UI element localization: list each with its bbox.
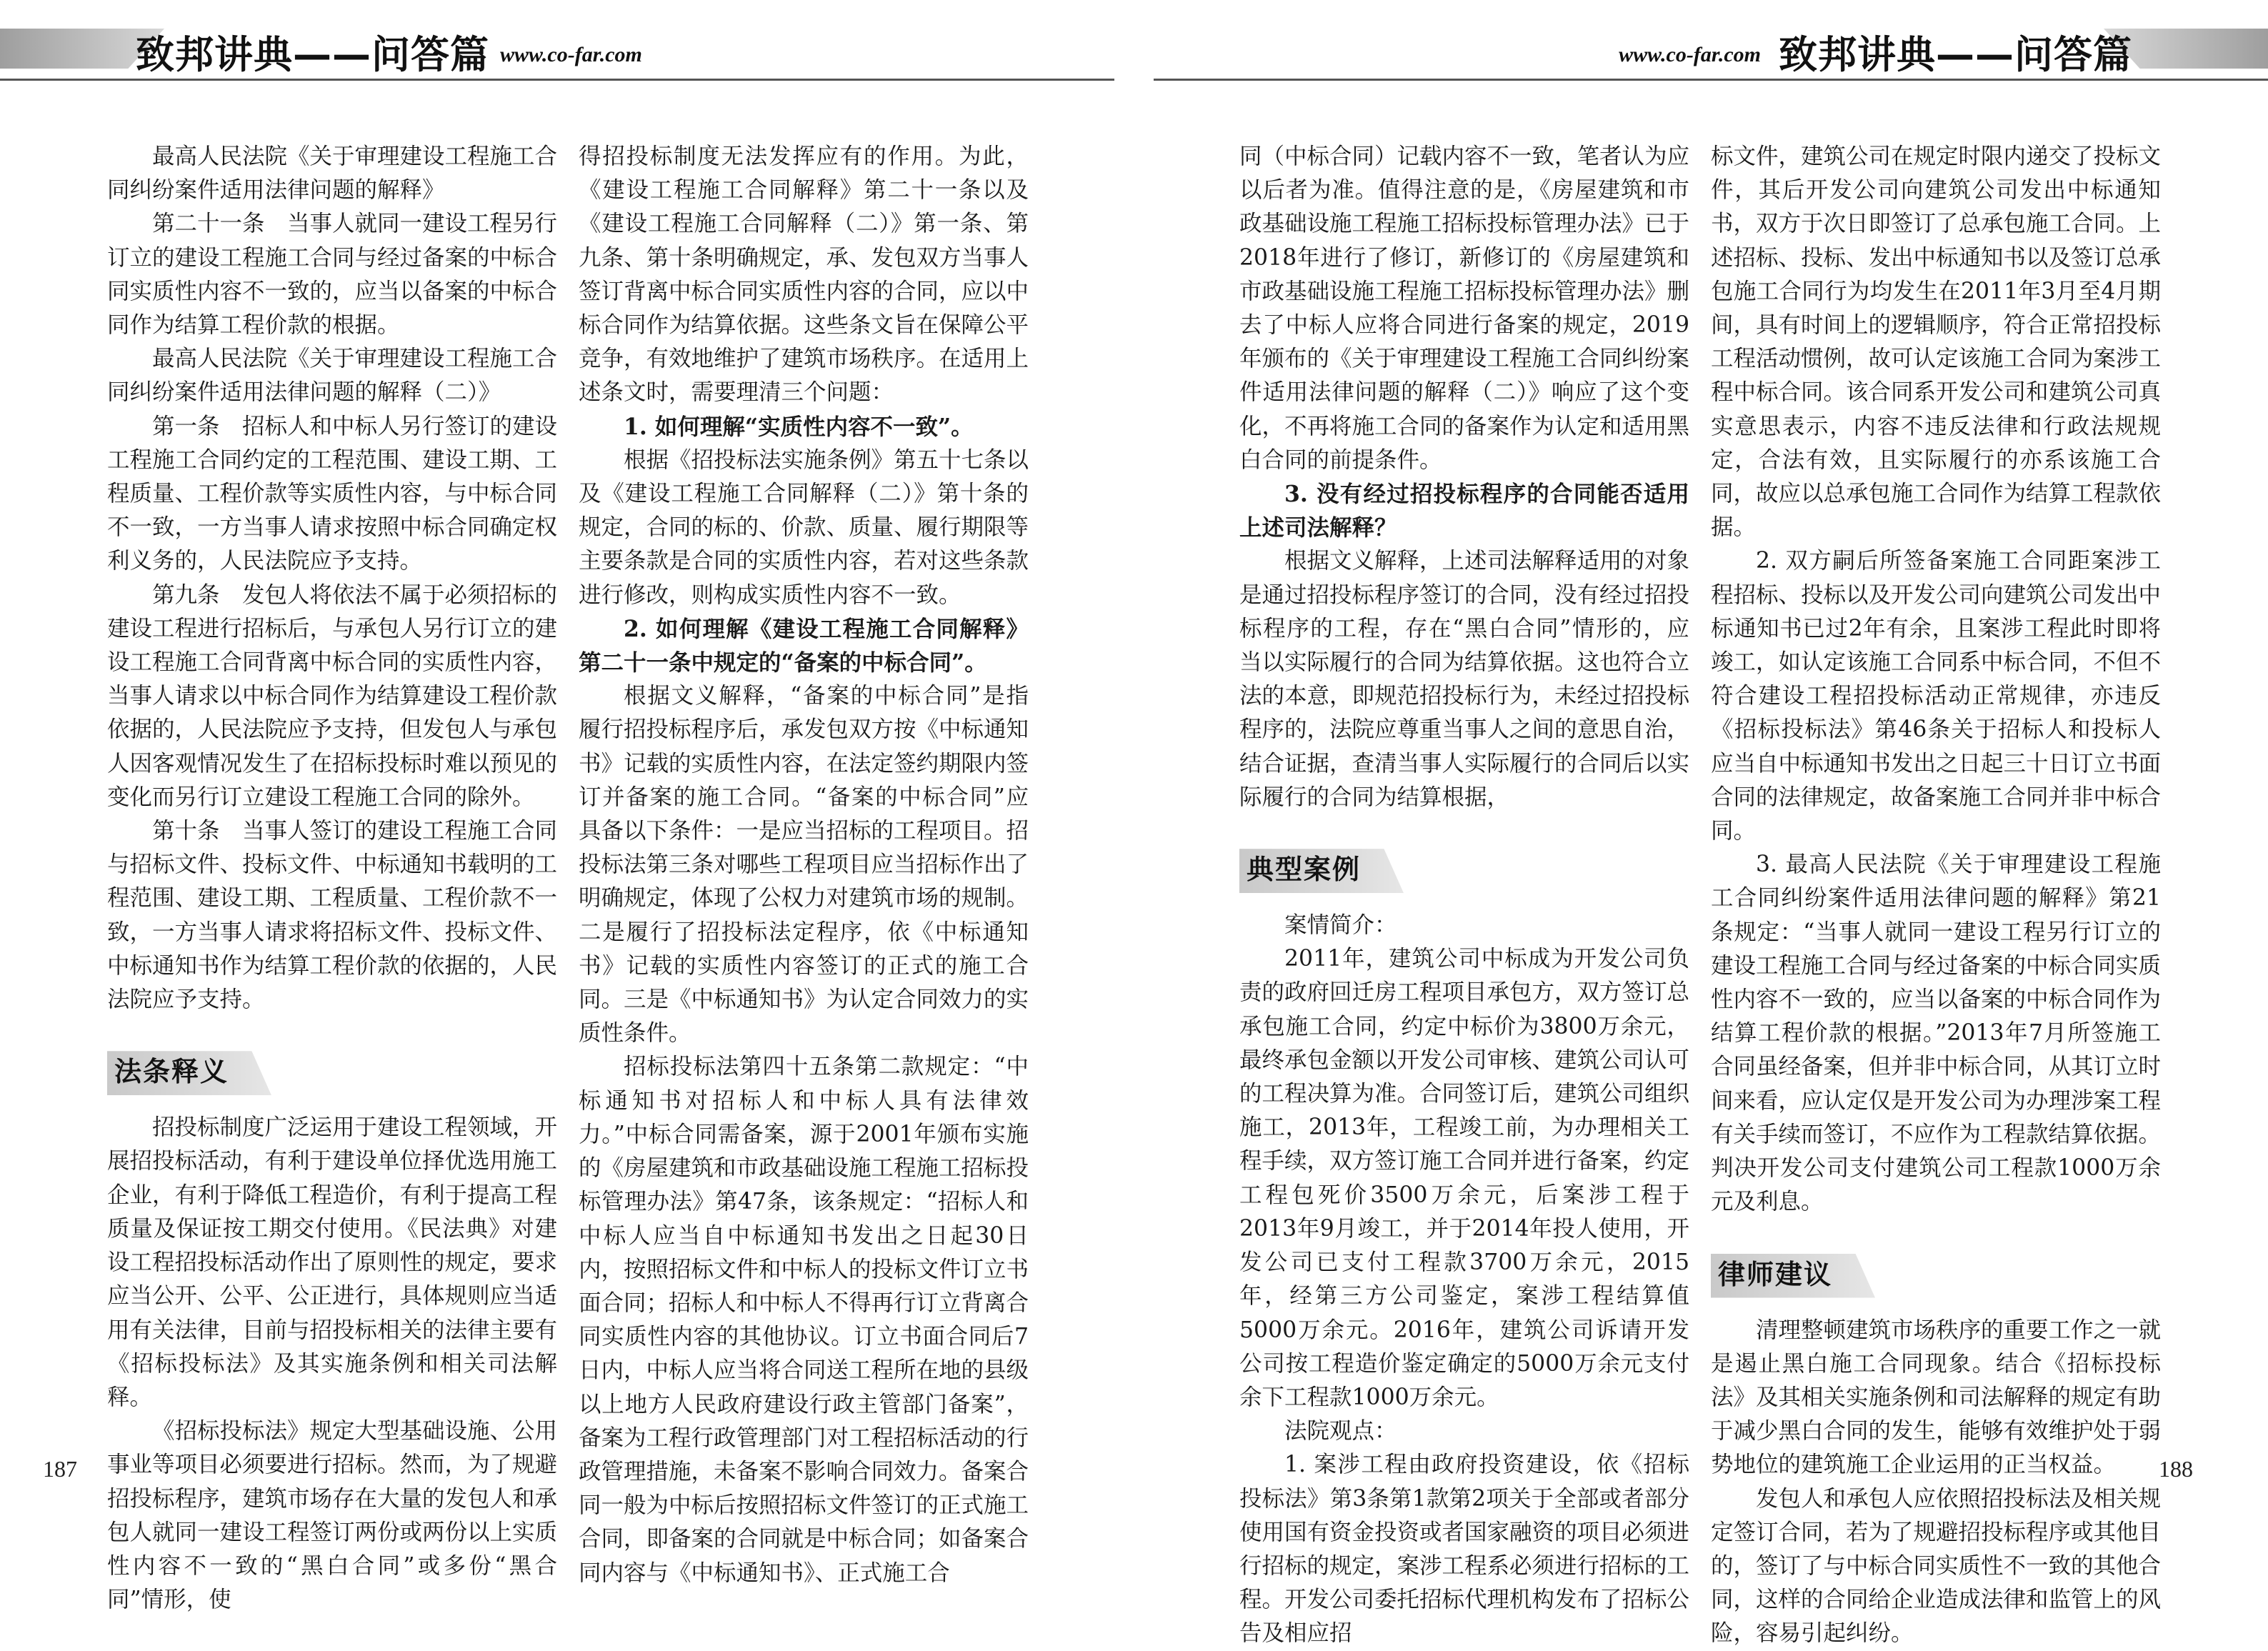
paragraph: 1. 案涉工程由政府投资建设，依《招标投标法》第3条第1款第2项关于全部或者部分使用国有资金投资或者国家融资的项目必须进行招标的规定，案涉工程系必须进行招标的工程。开发公司委托招标代理机构发布了招标公告及相应招: [1239, 1452, 1690, 1647]
paragraph: 第一条 招标人和中标人另行签订的建设工程施工合同约定的工程范围、建设工期、工程质量、工程价款等实质性内容，与中标合同不一致，一方当事人请求按照中标合同确定权利义务的，人民法院应予支持。: [107, 413, 558, 574]
paragraph: 第二十一条 当事人就同一建设工程另行订立的建设工程施工合同与经过备案的中标合同实质性内容不一致的，应当以备案的中标合同作为结算工程价款的根据。: [107, 211, 558, 339]
paragraph: 同（中标合同）记载内容不一致，笔者认为应以后者为准。值得注意的是，《房屋建筑和市政基础设施工程施工招标投标管理办法》已于2018年进行了修订，新修订的《房屋建筑和市政基础设施工程施工招标投标管理办法》删去了中标人应将合同进行备案的规定，2019年颁布的《关于审理建设工程施工合同纠纷案件适用法律问题的解释（二）》响应了这个变化，不再将施工合同的备案作为认定和适用黑白合同的前提条件。: [1239, 144, 1690, 473]
header-title: 致邦讲典——问答篇: [136, 32, 489, 77]
header-rule: [0, 79, 1114, 81]
paragraph: 最高人民法院《关于审理建设工程施工合同纠纷案件适用法律问题的解释（二）》: [107, 346, 558, 406]
paragraph: 清理整顿建筑市场秩序的重要工作之一就是遏止黑白施工合同现象。结合《招标投标法》及其相关实施条例和司法解释的规定有助于减少黑白合同的发生，能够有效维护处于弱势地位的建筑施工企业运用的正当权益。: [1711, 1317, 2162, 1478]
section-heading-text: 典型案例: [1247, 854, 1362, 886]
paragraph: 最高人民法院《关于审理建设工程施工合同纠纷案件适用法律问题的解释》: [107, 144, 558, 204]
section-heading-typical-case: [1239, 849, 1689, 894]
page-number-left: 187: [43, 1456, 77, 1482]
right-page-header: [1154, 29, 2268, 86]
left-page-header: [0, 29, 1114, 86]
section-heading-legal-interpretation: [107, 1051, 557, 1097]
header-url: www.co-far.com: [1619, 43, 1761, 66]
court-label: 法院观点：: [1284, 1418, 1397, 1445]
section-heading-lawyer-advice: [1711, 1254, 2161, 1300]
paragraph: 2. 双方嗣后所签备案施工合同距案涉工程招标、投标以及开发公司向建筑公司发出中标通知书已过2年有余，且案涉工程此时即将竣工，如认定该施工合同系中标合同，不但不符合建设工程招投标活动正常规律，亦违反《招标投标法》第46条关于招标人和投标人应当自中标通知书发出之日起三十日订立书面合同的法律规定，故备案施工合同并非中标合同。: [1711, 548, 2162, 844]
paragraph: 根据《招投标法实施条例》第五十七条以及《建设工程施工合同解释（二）》第十条的规定，合同的标的、价款、质量、履行期限等主要条款是合同的实质性内容，若对这些条款进行修改，则构成实质性内容不一致。: [579, 447, 1029, 608]
paragraph: 得招投标制度无法发挥应有的作用。为此，《建设工程施工合同解释》第二十一条以及《建设工程施工合同解释（二）》第一条、第九条、第十条明确规定，承、发包双方当事人签订背离中标合同实质性内容的合同，应以中标合同作为结算依据。这些条文旨在保障公平竞争，有效地维护了建筑市场秩序。在适用上述条文时，需要理清三个问题：: [579, 144, 1029, 406]
paragraph: 《招标投标法》规定大型基础设施、公用事业等项目必须要进行招标。然而，为了规避招投标程序，建筑市场存在大量的发包人和承包人就同一建设工程签订两份或两份以上实质性内容不一致的“黑白合同”或多份“黑合同”情形，使: [107, 1418, 558, 1613]
question-heading: 1. 如何理解“实质性内容不一致”。: [624, 413, 974, 440]
question-heading: 2. 如何理解《建设工程施工合同解释》第二十一条中规定的“备案的中标合同”。: [579, 615, 1029, 677]
paragraph: 招标投标法第四十五条第二款规定：“中标通知书对招标人和中标人具有法律效力。”中标合同需备案，源于2001年颁布实施的《房屋建筑和市政基础设施工程施工招标投标管理办法》第47条，该条规定：“招标人和中标人应当自中标通知书发出之日起30日内，按照招标文件和中标人的投标文件订立书面合同；招标人和中标人不得再行订立背离合同实质性内容的其他协议。订立书面合同后7日内，中标人应当将合同送工程所在地的县级以上地方人民政府建设行政主管部门备案”，备案为工程行政管理部门对工程招标活动的行政管理措施，未备案不影响合同效力。备案合同一般为中标后按照招标文件签订的正式施工合同，即备案的合同就是中标合同；如备案合同内容与《中标通知书》、正式施工合: [579, 1054, 1029, 1586]
paragraph: 第九条 发包人将依法不属于必须招标的建设工程进行招标后，与承包人另行订立的建设工程施工合同背离中标合同的实质性内容，当事人请求以中标合同作为结算建设工程价款依据的，人民法院应予支持，但发包人与承包人因客观情况发生了在招标投标时难以预见的变化而另行订立建设工程施工合同的除外。: [107, 582, 558, 810]
paragraph: 2011年，建筑公司中标成为开发公司负责的政府回迁房工程项目承包方，双方签订总承包施工合同，约定中标价为3800万余元，最终承包金额以开发公司审核、建筑公司认可的工程决算为准。合同签订后，建筑公司组织施工，2013年，工程竣工前，为办理相关工程手续，双方签订施工合同并进行备案，约定工程包死价3500万余元，后案涉工程于2013年9月竣工，并于2014年投人使用，开发公司已支付工程款3700万余元，2015年，经第三方公司鉴定，案涉工程结算值5000万余元。2016年，建筑公司诉请开发公司按工程造价鉴定确定的5000万余元支付余下工程款1000万余元。: [1239, 946, 1690, 1410]
header-rule: [1154, 79, 2268, 81]
case-label: 案情简介：: [1284, 912, 1397, 939]
column-3: [1239, 140, 1689, 1651]
column-1: [107, 140, 557, 1617]
column-4: [1711, 140, 2161, 1651]
page-number-right: 188: [2159, 1456, 2193, 1482]
question-heading: 3. 没有经过招投标程序的合同能否适用上述司法解释？: [1239, 481, 1689, 542]
paragraph: 标文件，建筑公司在规定时限内递交了投标文件，其后开发公司向建筑公司发出中标通知书，双方于次日即签订了总承包施工合同。上述招标、投标、发出中标通知书以及签订总承包施工合同行为均发生在2011年3月至4月期间，具有时间上的逻辑顺序，符合正常招投标工程活动惯例，故可认定该施工合同为案涉工程中标合同。该合同系开发公司和建筑公司真实意思表示，内容不违反法律和行政法规规定，合法有效，且实际履行的亦系该施工合同，故应以总承包施工合同作为结算工程款依据。: [1711, 144, 2162, 541]
header-url: www.co-far.com: [500, 43, 642, 66]
paragraph: 根据文义解释，“备案的中标合同”是指履行招投标程序后，承发包双方按《中标通知书》记载的实质性内容，在法定签约期限内签订并备案的施工合同。“备案的中标合同”应具备以下条件：一是应当招标的工程项目。招投标法第三条对哪些工程项目应当招标作出了明确规定，体现了公权力对建筑市场的规制。二是履行了招投标法定程序，依《中标通知书》记载的实质性内容签订的正式的施工合同。三是《中标通知书》为认定合同效力的实质性条件。: [579, 683, 1029, 1047]
section-heading-text: 法条释义: [114, 1056, 229, 1088]
paragraph: 发包人和承包人应依照招投标法及相关规定签订合同，若为了规避招投标程序或其他目的，签订了与中标合同实质性不一致的其他合同，这样的合同给企业造成法律和监管上的风险，容易引起纠纷。: [1711, 1485, 2162, 1647]
paragraph: 根据文义解释，上述司法解释适用的对象是通过招投标程序签订的合同，没有经过招投标程序的工程，存在“黑白合同”情形的，应当以实际履行的合同为结算依据。这也符合立法的本意，即规范招投标行为，未经过招投标程序的，法院应尊重当事人之间的意思自治，结合证据，查清当事人实际履行的合同后以实际履行的合同为结算根据，: [1239, 548, 1690, 810]
paragraph: 第十条 当事人签订的建设工程施工合同与招标文件、投标文件、中标通知书载明的工程范围、建设工期、工程质量、工程价款不一致，一方当事人请求将招标文件、投标文件、中标通知书作为结算工程价款的依据的，人民法院应予支持。: [107, 818, 558, 1013]
section-heading-text: 律师建议: [1718, 1258, 1833, 1290]
paragraph: 招投标制度广泛运用于建设工程领域，开展招投标活动，有利于建设单位择优选用施工企业，有利于降低工程造价，有利于提高工程质量及保证按工期交付使用。《民法典》对建设工程招投标活动作出了原则性的规定，要求应当公开、公平、公正进行，具体规则应当适用有关法律，目前与招投标相关的法律主要有《招标投标法》及其实施条例和相关司法解释。: [107, 1114, 558, 1410]
paragraph: 3. 最高人民法院《关于审理建设工程施工合同纠纷案件适用法律问题的解释》第21条规定：“当事人就同一建设工程另行订立的建设工程施工合同与经过备案的中标合同实质性内容不一致的，应当以备案的中标合同作为结算工程价款的根据。”2013年7月所签施工合同虽经备案，但并非中标合同，从其订立时间来看，应认定仅是开发公司为办理涉案工程有关手续而签订，不应作为工程款结算依据。判决开发公司支付建筑公司工程款1000万余元及利息。: [1711, 852, 2162, 1215]
column-2: [579, 140, 1029, 1590]
header-title: 致邦讲典——问答篇: [1779, 32, 2132, 77]
